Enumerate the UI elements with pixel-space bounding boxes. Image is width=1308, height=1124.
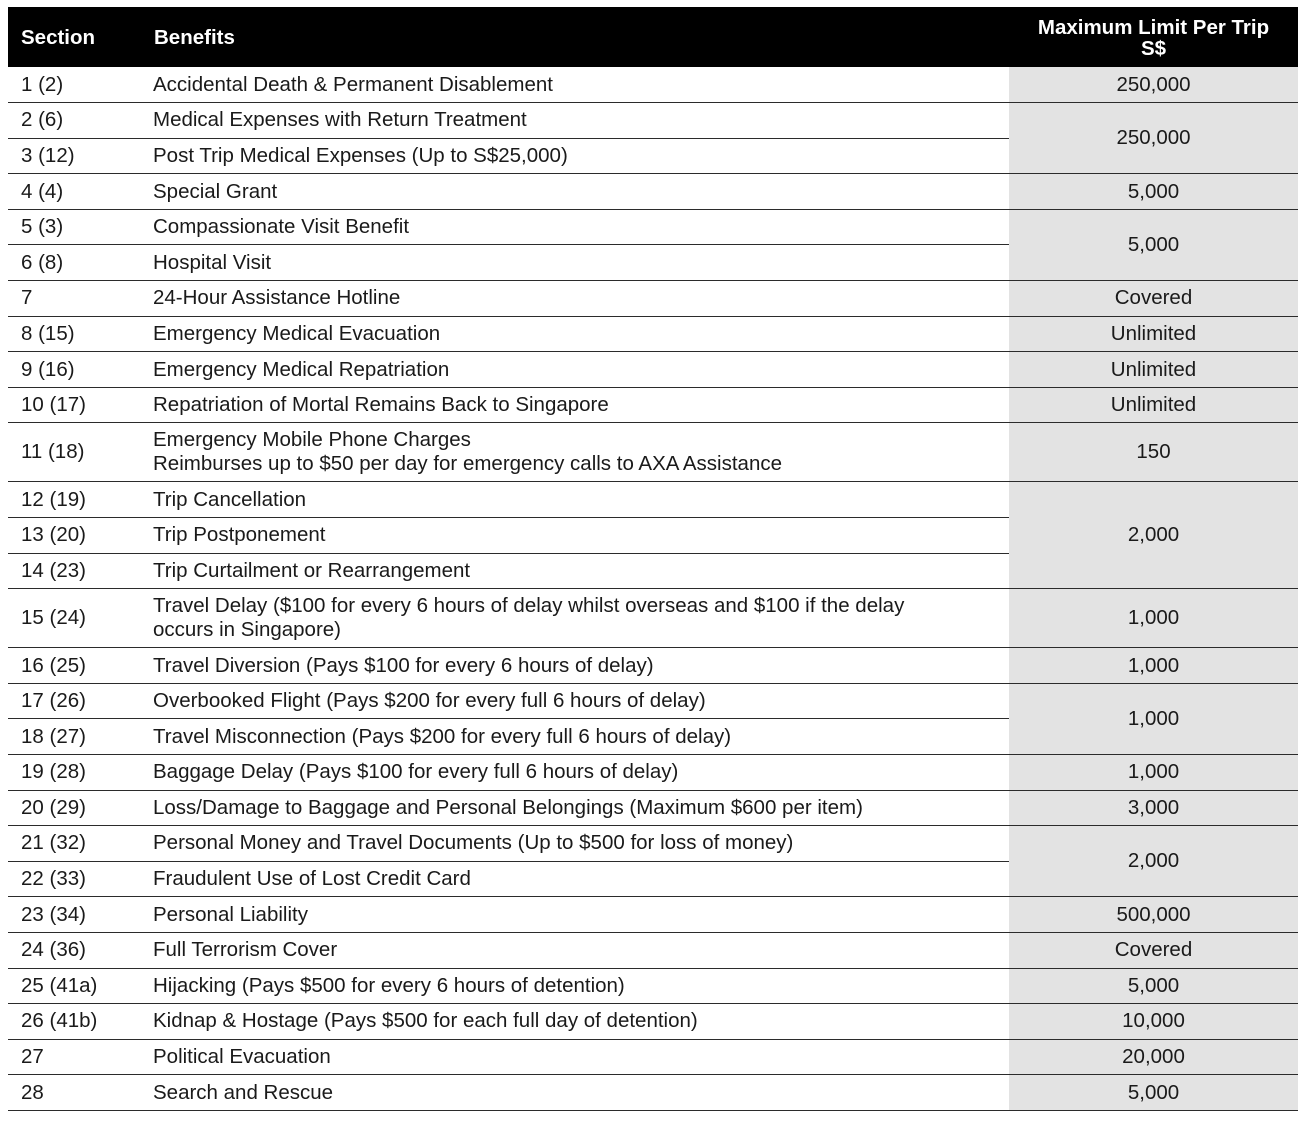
limit-cell: 20,000 — [1009, 1039, 1298, 1075]
section-cell: 3 (12) — [8, 138, 141, 174]
limit-cell: 150 — [1009, 423, 1298, 482]
table-row — [8, 826, 1298, 862]
benefit-cell — [141, 423, 1009, 482]
section-cell: 17 (26) — [8, 683, 141, 719]
table-row — [8, 482, 1298, 518]
section-cell: 16 (25) — [8, 648, 141, 684]
section-cell: 6 (8) — [8, 245, 141, 281]
table-row — [8, 209, 1298, 245]
limit-cell: Unlimited — [1009, 352, 1298, 388]
limit-cell: 2,000 — [1009, 826, 1298, 897]
section-cell: 24 (36) — [8, 932, 141, 968]
section-cell: 21 (32) — [8, 826, 141, 862]
benefit-cell: Personal Liability — [141, 897, 1009, 933]
benefit-line1: Emergency Mobile Phone Charges — [153, 428, 471, 452]
benefit-line2: Reimburses up to $50 per day for emergency calls to AXA Assistance — [153, 452, 782, 476]
benefit-cell: Special Grant — [141, 174, 1009, 210]
section-cell: 7 — [8, 281, 141, 317]
table-row — [8, 316, 1298, 352]
benefit-cell: Full Terrorism Cover — [141, 932, 1009, 968]
section-cell: 25 (41a) — [8, 968, 141, 1004]
limit-cell: 5,000 — [1009, 968, 1298, 1004]
table-row — [8, 67, 1298, 103]
table-row — [8, 1004, 1298, 1040]
table-row — [8, 387, 1298, 423]
benefit-cell — [141, 589, 1009, 648]
limit-cell: 5,000 — [1009, 1075, 1298, 1111]
section-cell: 18 (27) — [8, 719, 141, 755]
table-row — [8, 174, 1298, 210]
benefit-cell: Overbooked Flight (Pays $200 for every full 6 hours of delay) — [141, 683, 1009, 719]
benefit-line1: Travel Delay ($100 for every 6 hours of delay whilst overseas and $100 if the delay — [153, 594, 905, 618]
header-limit-line2: S$ — [1140, 37, 1167, 60]
table-row — [8, 1039, 1298, 1075]
benefit-cell: Travel Diversion (Pays $100 for every 6 hours of delay) — [141, 648, 1009, 684]
table-row — [8, 897, 1298, 933]
section-cell: 1 (2) — [8, 67, 141, 103]
section-cell: 4 (4) — [8, 174, 141, 210]
benefit-cell: Travel Misconnection (Pays $200 for every full 6 hours of delay) — [141, 719, 1009, 755]
header-limit-line1: Maximum Limit Per Trip — [1037, 16, 1270, 39]
benefit-cell: Fraudulent Use of Lost Credit Card — [141, 861, 1009, 897]
table-row — [8, 352, 1298, 388]
limit-cell: 1,000 — [1009, 648, 1298, 684]
benefit-cell: Trip Cancellation — [141, 482, 1009, 518]
limit-cell: 5,000 — [1009, 174, 1298, 210]
table-header — [8, 7, 1298, 67]
benefit-cell: Baggage Delay (Pays $100 for every full 6 hours of delay) — [141, 755, 1009, 791]
header-limit — [1009, 7, 1298, 67]
limit-cell: 250,000 — [1009, 67, 1298, 103]
table-row — [8, 932, 1298, 968]
table-row — [8, 423, 1298, 482]
header-section: Section — [8, 7, 141, 67]
header-row — [8, 7, 1298, 67]
benefit-cell: Search and Rescue — [141, 1075, 1009, 1111]
limit-cell: 3,000 — [1009, 790, 1298, 826]
benefit-cell: Trip Postponement — [141, 518, 1009, 554]
limit-cell: 10,000 — [1009, 1004, 1298, 1040]
table-row — [8, 755, 1298, 791]
benefit-cell: Emergency Medical Repatriation — [141, 352, 1009, 388]
benefit-cell: Emergency Medical Evacuation — [141, 316, 1009, 352]
table-body — [8, 67, 1298, 1110]
section-cell: 13 (20) — [8, 518, 141, 554]
benefit-cell: Medical Expenses with Return Treatment — [141, 103, 1009, 139]
benefit-cell: Repatriation of Mortal Remains Back to Singapore — [141, 387, 1009, 423]
section-cell: 15 (24) — [8, 589, 141, 648]
section-cell: 14 (23) — [8, 553, 141, 589]
table-row — [8, 790, 1298, 826]
section-cell: 10 (17) — [8, 387, 141, 423]
limit-cell: 500,000 — [1009, 897, 1298, 933]
table-row — [8, 683, 1298, 719]
section-cell: 22 (33) — [8, 861, 141, 897]
benefit-cell: Compassionate Visit Benefit — [141, 209, 1009, 245]
section-cell: 8 (15) — [8, 316, 141, 352]
table-row — [8, 589, 1298, 648]
limit-cell: 1,000 — [1009, 589, 1298, 648]
benefits-table — [8, 7, 1298, 1111]
limit-cell: 250,000 — [1009, 103, 1298, 174]
benefit-cell: 24-Hour Assistance Hotline — [141, 281, 1009, 317]
section-cell: 9 (16) — [8, 352, 141, 388]
limit-cell: Unlimited — [1009, 387, 1298, 423]
section-cell: 26 (41b) — [8, 1004, 141, 1040]
benefit-cell: Accidental Death & Permanent Disablement — [141, 67, 1009, 103]
benefit-line2: occurs in Singapore) — [153, 618, 342, 642]
table-row — [8, 648, 1298, 684]
benefit-cell: Trip Curtailment or Rearrangement — [141, 553, 1009, 589]
table-row — [8, 281, 1298, 317]
section-cell: 19 (28) — [8, 755, 141, 791]
limit-cell: 1,000 — [1009, 683, 1298, 754]
section-cell: 11 (18) — [8, 423, 141, 482]
section-cell: 12 (19) — [8, 482, 141, 518]
section-cell: 5 (3) — [8, 209, 141, 245]
benefit-cell: Post Trip Medical Expenses (Up to S$25,000) — [141, 138, 1009, 174]
section-cell: 28 — [8, 1075, 141, 1111]
table-row — [8, 968, 1298, 1004]
benefit-cell: Loss/Damage to Baggage and Personal Belongings (Maximum $600 per item) — [141, 790, 1009, 826]
limit-cell: 2,000 — [1009, 482, 1298, 589]
limit-cell: 5,000 — [1009, 209, 1298, 280]
section-cell: 23 (34) — [8, 897, 141, 933]
limit-cell: Covered — [1009, 281, 1298, 317]
limit-cell: Covered — [1009, 932, 1298, 968]
table-row — [8, 103, 1298, 139]
limit-cell: Unlimited — [1009, 316, 1298, 352]
benefit-cell: Political Evacuation — [141, 1039, 1009, 1075]
section-cell: 20 (29) — [8, 790, 141, 826]
benefit-cell: Hijacking (Pays $500 for every 6 hours of detention) — [141, 968, 1009, 1004]
table-row — [8, 1075, 1298, 1111]
limit-cell: 1,000 — [1009, 755, 1298, 791]
benefit-cell: Kidnap & Hostage (Pays $500 for each full day of detention) — [141, 1004, 1009, 1040]
section-cell: 2 (6) — [8, 103, 141, 139]
section-cell: 27 — [8, 1039, 141, 1075]
benefit-cell: Hospital Visit — [141, 245, 1009, 281]
benefit-cell: Personal Money and Travel Documents (Up to $500 for loss of money) — [141, 826, 1009, 862]
header-benefits: Benefits — [141, 7, 1009, 67]
